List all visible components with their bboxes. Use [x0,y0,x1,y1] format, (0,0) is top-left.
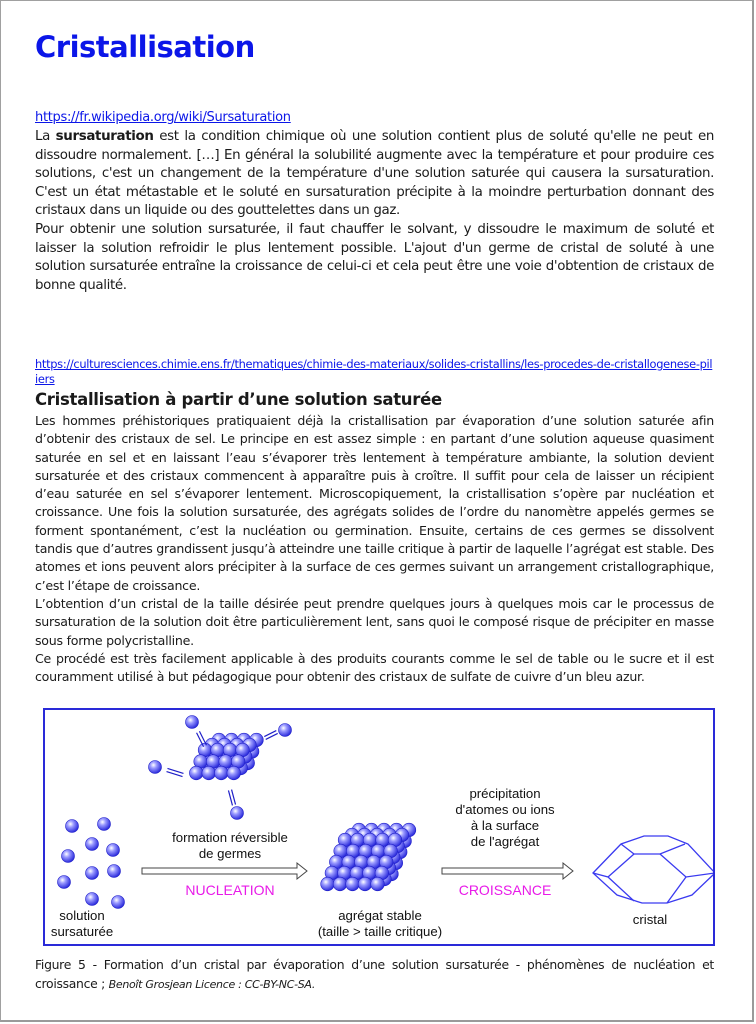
sphere-atom [227,766,241,780]
sphere-atom [189,766,203,780]
figure-caption: Figure 5 - Formation d’un cristal par évaporation d’une solution sursaturée - phénomènes de nucléation et croissance ; Benoît Grosjean Licence : CC-BY-NC-SA. [35,957,714,991]
paragraph: Ce procédé est très facilement applicable à des produits courants comme le sel de table ou le sucre et il est couramment utilisé à but pédagogique pour obtenir des cristaux de sulfate de cuivre d’un bleu azur. [35,650,714,685]
sphere-atom [149,761,162,774]
sphere-atom [58,876,71,889]
sphere-atom [214,766,228,780]
sphere-atom [112,896,125,909]
aggregate-cluster-group [321,823,416,891]
crystallization-figure [43,708,715,946]
label-nucleation: NUCLEATION [185,882,275,898]
sphere-atom [186,716,199,729]
culturesciences-link[interactable]: https://culturesciences.chimie.ens.fr/thematiques/chimie-des-materiaux/solides-cristallins/les-procedes-de-cristallogenese-piliers [35,357,713,386]
paragraph: Les hommes préhistoriques pratiquaient déjà la cristallisation par évaporation d’une solution saturée afin d’obtenir des cristaux de sel. Le principe en est assez simple : en partant d’une solution aqueuse quasiment saturée en sel et en laissant l’eau s’évaporer très lentement à température ambiante, la solution devient sursaturée et des cristaux commencent à apparaître puis à croître. Il suffit pour cela de laisser un récipient d’eau saturée en sel s’évaporer lentement. Microscopiquement, la cristallisation s’opère par nucléation et croissance. Une fois la solution sursaturée, des agrégats solides de l’ordre du nanomètre appelés germes se forment spontanément, c’est la nucléation ou germination. Ensuite, certains de ces germes se dissolvent tandis que d’autres grandissent jusqu’à atteindre une taille critique à partir de laquelle l’agrégat est stable. Des atomes et ions peuvent alors précipiter à la surface de ces germes suivant un arrangement cristallographique, c’est l’étape de croissance. [35,413,714,593]
label-solution: solution sursaturée [50,908,114,939]
nucleation-arrow [142,863,307,879]
sphere-atom [86,867,99,880]
term-sursaturation: sursaturation [55,129,154,144]
cristallisation-section [35,412,714,686]
sursaturation-section [35,128,714,295]
section-heading: Cristallisation à partir d’une solution saturée [35,390,442,409]
sphere-atom [321,877,335,891]
sphere-atom [333,877,347,891]
figure-credit: Benoît Grosjean Licence : CC-BY-NC-SA. [108,978,316,991]
sphere-atom [62,850,75,863]
sphere-atom [86,893,99,906]
equilibrium-arrow [197,733,204,747]
sphere-atom [108,865,121,878]
label-formation: formation réversible de germes [172,830,288,861]
sphere-atom [231,807,244,820]
sphere-atom [86,838,99,851]
sphere-atom [346,877,360,891]
label-aggregate: agrégat stable (taille > taille critique) [317,908,443,939]
sphere-atom [202,766,216,780]
sphere-atom [371,877,385,891]
paragraph: L’obtention d’un cristal de la taille désirée peut prendre quelques jours à quelques mois car le processus de sursaturation de la solution doit être particulièrement lent, sans quoi le composé risque de précipiter en masse sous forme polycristalline. [35,595,714,648]
label-croissance: CROISSANCE [458,882,552,898]
sphere-atom [66,820,79,833]
sursaturation-definition: La sursaturation est la condition chimique où une solution contient plus de soluté qu'elle ne peut en dissoudre normalement. […] En général la solubilité augmente avec la température et pour produire ces solutions, c'est un changement de la température d'une solution saturée qui causera la sursaturation. C'est un état métastable et le soluté en sursaturation précipite à la moindre perturbation donnant des cristaux dans un liquide ou des gouttelettes dans un gaz. [35,129,715,219]
culturesciences-link-wrap [35,357,714,387]
page-title: Cristallisation [35,30,255,64]
croissance-arrow [442,863,573,879]
equilibrium-arrow [199,731,206,745]
label-cristal: cristal [632,912,668,927]
label-precipitation: précipitation d'atomes ou ions à la surface de l'agrégat [455,786,555,849]
sphere-atom [107,844,120,857]
sphere-atom [358,877,372,891]
sphere-atom [279,724,292,737]
wikipedia-link[interactable]: https://fr.wikipedia.org/wiki/Sursaturation [35,110,291,125]
solution-spheres-group [58,818,125,909]
crystal-icon [593,836,713,903]
sursaturation-paragraph-2: Pour obtenir une solution sursaturée, il faut chauffer le solvant, y dissoudre le maximum de soluté et laisser la solution refroidir le plus lentement possible. L'ajout d'un germe de cristal de soluté à une solution sursaturée entraîne la croissance de celui-ci et cela peut être une voie d'obtention de cristaux de bonne qualité. [35,221,714,293]
sphere-atom [98,818,111,831]
